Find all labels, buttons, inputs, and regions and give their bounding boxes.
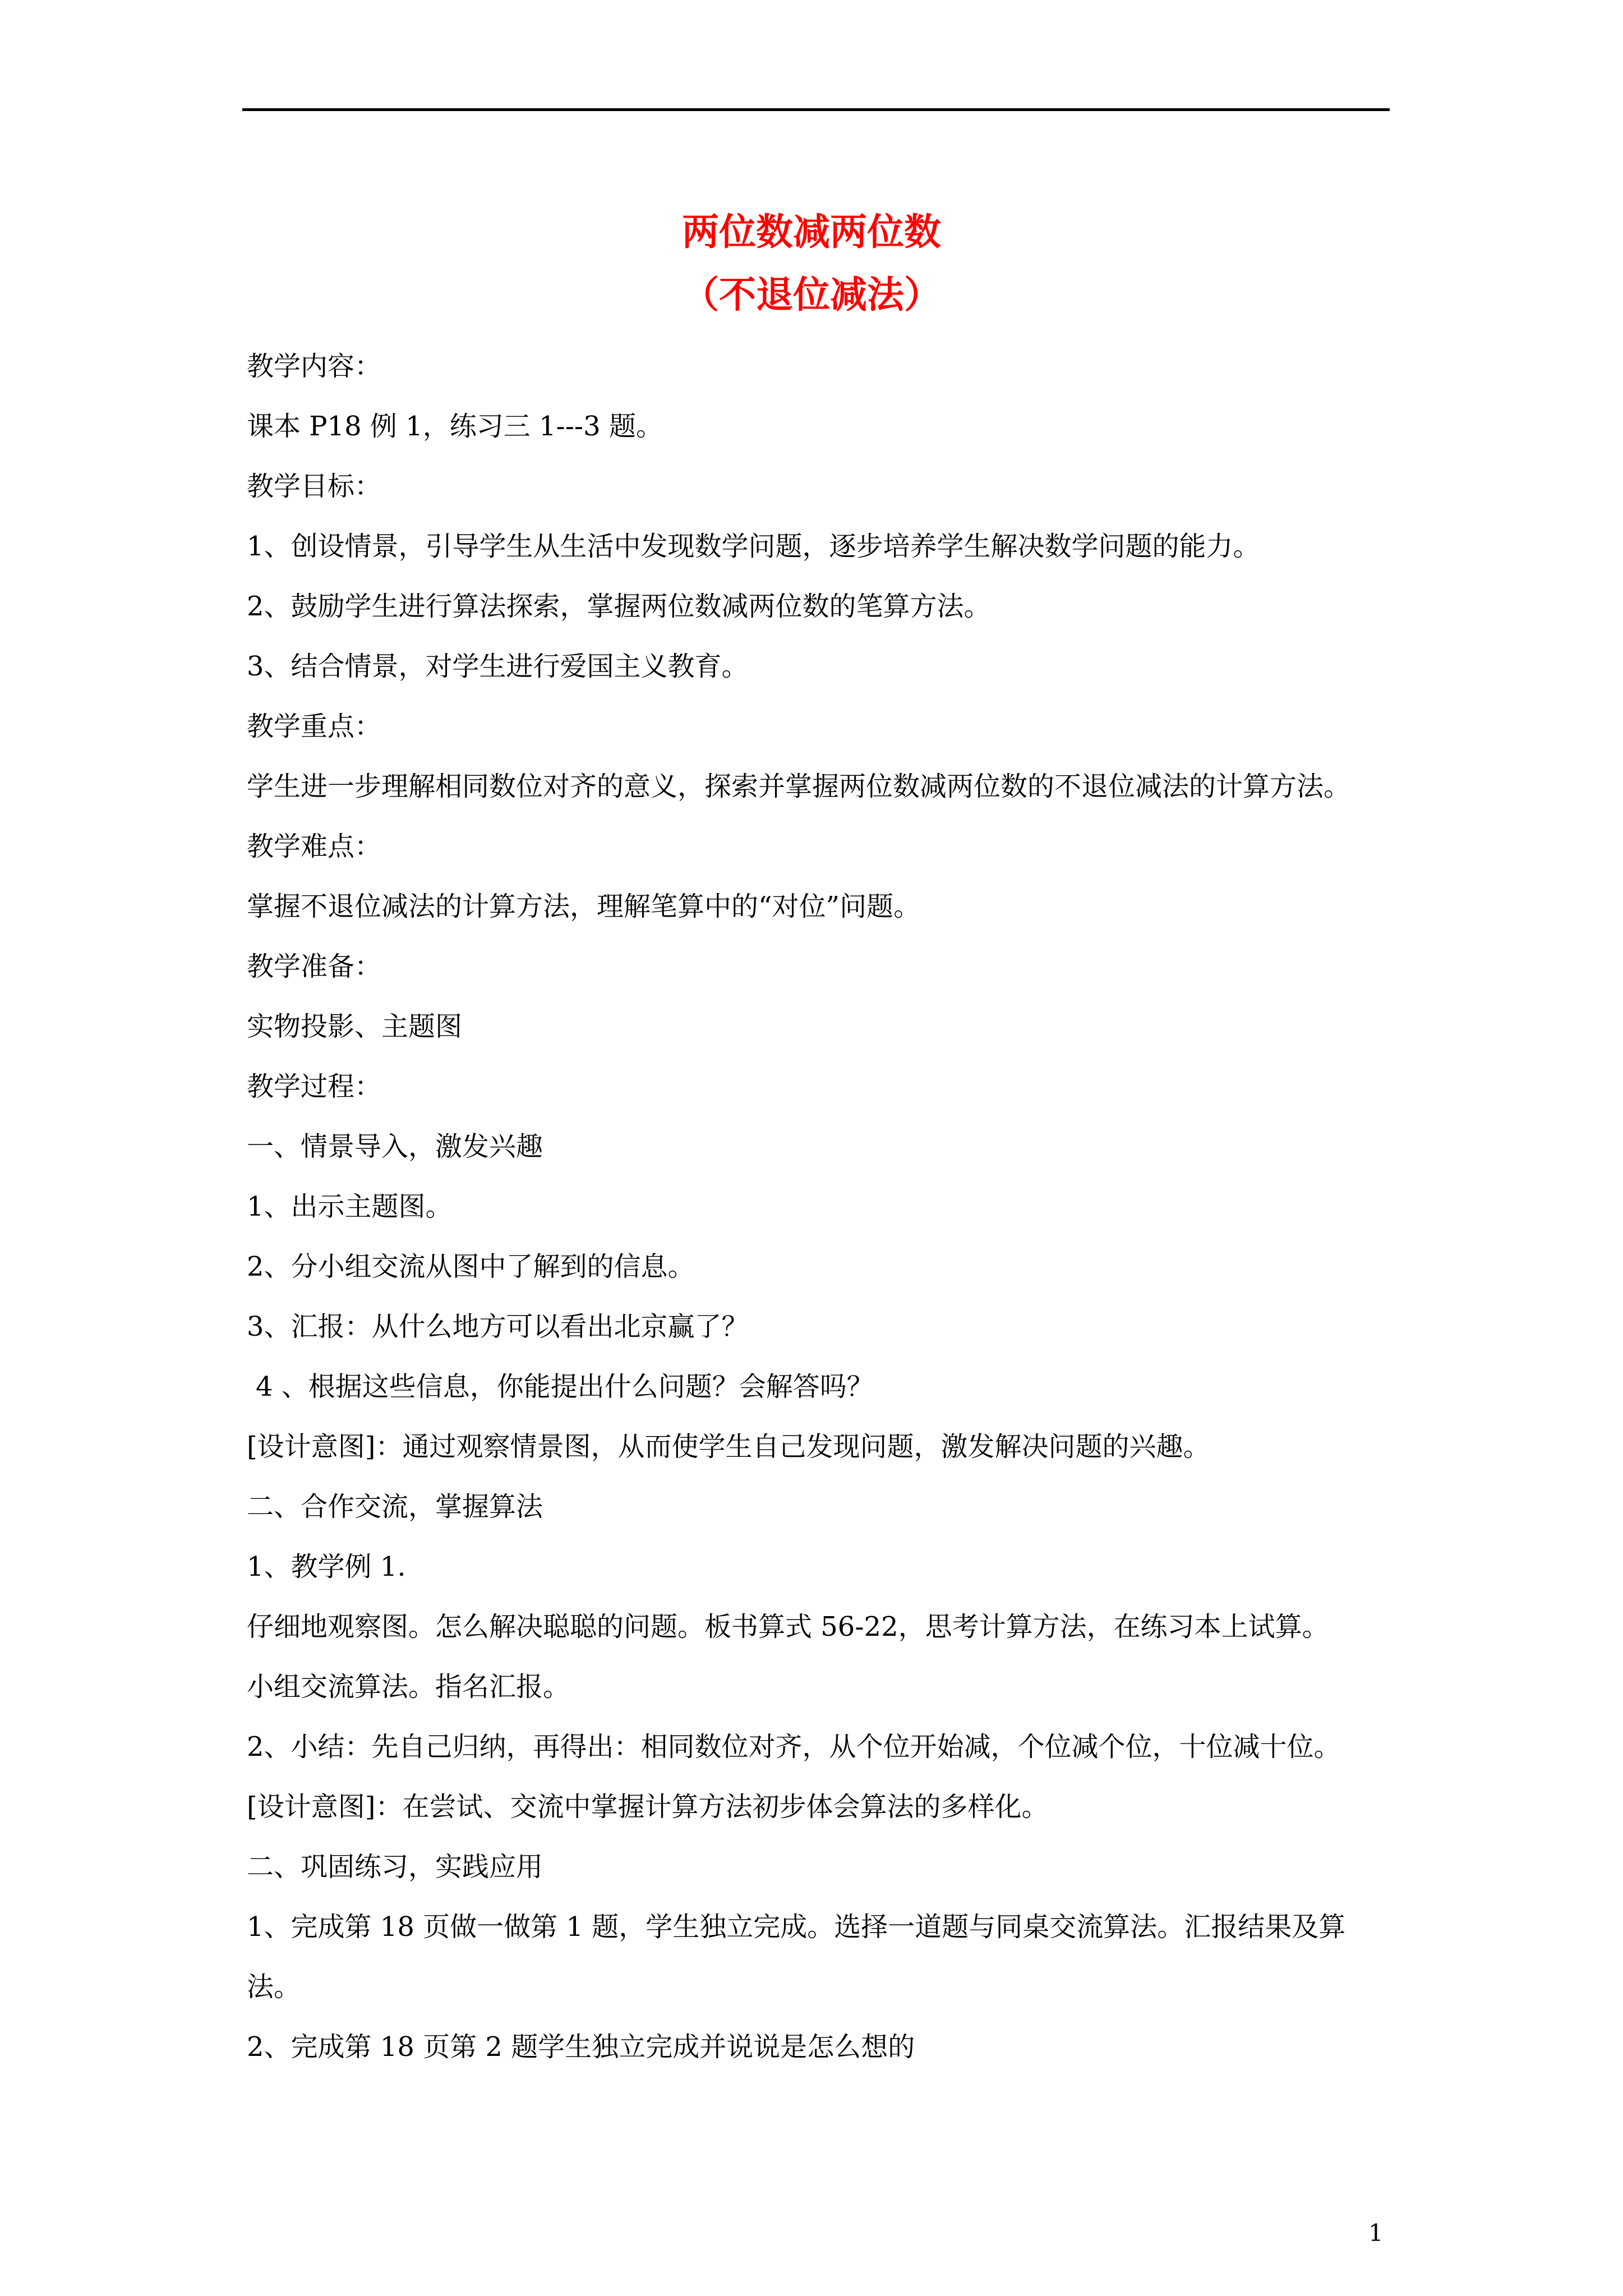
paragraph-line: 小组交流算法。指名汇报。 xyxy=(247,1671,570,1703)
paragraph-line: 3、结合情景，对学生进行爱国主义教育。 xyxy=(247,651,749,682)
paragraph-line: 2、鼓励学生进行算法探索，掌握两位数减两位数的笔算方法。 xyxy=(247,591,991,622)
section-heading: 教学目标： xyxy=(247,471,382,502)
section-heading: 教学难点： xyxy=(247,831,382,862)
paragraph-line: 4 、根据这些信息，你能提出什么问题？会解答吗？ xyxy=(256,1371,874,1402)
paragraph-line: 1、完成第 18 页做一做第 1 题，学生独立完成。选择一道题与同桌交流算法。汇报结果及算 xyxy=(247,1911,1346,1943)
page-number: 1 xyxy=(1368,2219,1384,2247)
paragraph-line: 2、分小组交流从图中了解到的信息。 xyxy=(247,1251,695,1282)
paragraph-line: 课本 P18 例 1，练习三 1---3 题。 xyxy=(247,411,663,442)
paragraph-line: 法。 xyxy=(247,1971,301,2003)
paragraph-line: 1、创设情景，引导学生从生活中发现数学问题，逐步培养学生解决数学问题的能力。 xyxy=(247,531,1260,562)
paragraph-line: 2、小结：先自己归纳，再得出：相同数位对齐，从个位开始减，个位减个位，十位减十位。 xyxy=(247,1731,1341,1763)
paragraph-line: 二、巩固练习，实践应用 xyxy=(247,1851,543,1883)
paragraph-line: 掌握不退位减法的计算方法，理解笔算中的“对位”问题。 xyxy=(247,891,921,922)
paragraph-line: 1、教学例 1. xyxy=(247,1551,406,1582)
paragraph-line: 1、出示主题图。 xyxy=(247,1191,453,1222)
paragraph-line: 一、情景导入，激发兴趣 xyxy=(247,1131,543,1162)
paragraph-line: 3、汇报：从什么地方可以看出北京赢了？ xyxy=(247,1311,749,1342)
header-rule xyxy=(242,108,1390,111)
paragraph-line: [设计意图]：在尝试、交流中掌握计算方法初步体会算法的多样化。 xyxy=(247,1791,1049,1823)
section-heading: 教学准备： xyxy=(247,951,382,982)
paragraph-line: [设计意图]：通过观察情景图，从而使学生自己发现问题，激发解决问题的兴趣。 xyxy=(247,1431,1210,1462)
document-body xyxy=(247,337,1402,2077)
paragraph-line: 实物投影、主题图 xyxy=(247,1011,463,1042)
paragraph-line: 学生进一步理解相同数位对齐的意义，探索并掌握两位数减两位数的不退位减法的计算方法。 xyxy=(247,771,1351,802)
paragraph-line: 仔细地观察图。怎么解决聪聪的问题。板书算式 56-22，思考计算方法，在练习本上试算。 xyxy=(247,1611,1329,1642)
section-heading: 教学过程： xyxy=(247,1071,382,1102)
document-title: 两位数减两位数 xyxy=(682,210,941,254)
section-heading: 教学内容： xyxy=(247,351,382,382)
section-heading: 教学重点： xyxy=(247,711,382,742)
paragraph-line: 2、完成第 18 页第 2 题学生独立完成并说说是怎么想的 xyxy=(247,2031,915,2063)
paragraph-line: 二、合作交流，掌握算法 xyxy=(247,1491,543,1522)
document-subtitle: （不退位减法） xyxy=(682,273,941,316)
